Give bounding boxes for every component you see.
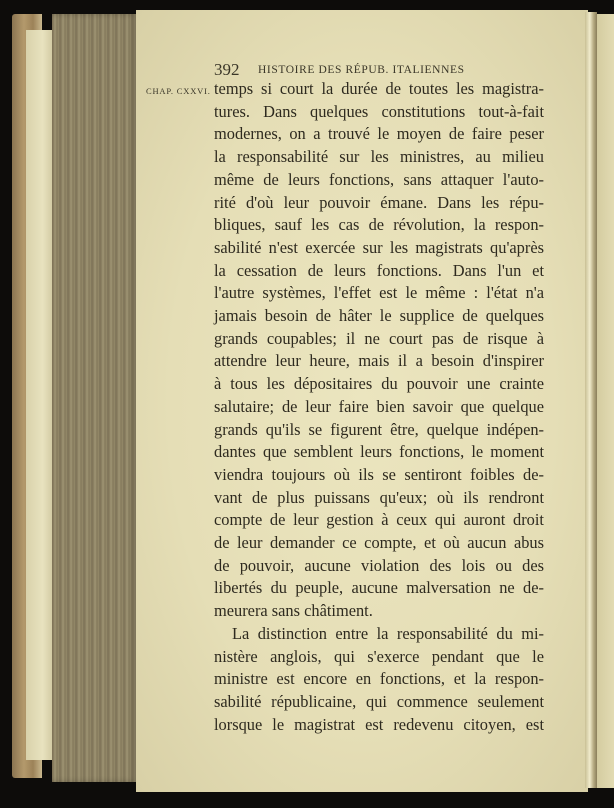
text-line: temps si court la durée de toutes les magistra- [214,79,544,98]
text-line: viendra toujours où ils se sentiront foibles de- [214,464,544,484]
text-line: dantes que semblent leurs fonctions, le moment [214,442,544,462]
running-title: HISTOIRE DES RÉPUB. ITALIENNES [258,64,465,76]
body-text [214,78,544,736]
page-stack-edges [52,14,138,782]
text-line: sabilité républicaine, qui commence seulement [214,691,544,711]
text-line: compte de leur gestion à ceux qui auront droit [214,510,544,530]
text-line: même de leurs fonctions, sans attaquer l'auto- [214,169,544,189]
chapter-margin-note: CHAP. CXXVI. [146,86,211,96]
facing-page-edge [597,14,614,788]
text-line: l'autre systèmes, l'effet est le même : l'état n'a [214,283,544,303]
text-line: sabilité n'est exercée sur les magistrats qu'après [214,237,544,257]
text-line: meurera sans châtiment. [214,601,373,621]
text-line: libertés du peuple, aucune malversation ne de- [214,578,544,598]
text-line: à tous les dépositaires du pouvoir une crainte [214,374,544,394]
text-line: la cessation de leurs fonctions. Dans l'un et [214,260,544,280]
text-line: tures. Dans quelques constitutions tout-à-fait [214,101,544,121]
text-line: rité d'où leur pouvoir émane. Dans les répu- [214,192,544,212]
text-line: lorsque le magistrat est redevenu citoyen, est [214,714,544,734]
text-line: de leur demander ce compte, et où aucun abus [214,533,544,553]
text-line: nistère anglois, qui s'exerce pendant que le [214,646,544,666]
text-line: de pouvoir, aucune violation des lois ou des [214,555,544,575]
text-line: salutaire; de leur faire bien savoir que quelque [214,396,544,416]
text-line: modernes, on a trouvé le moyen de faire peser [214,124,544,144]
text-line: grands qu'ils se figurent être, quelque indépen- [214,419,544,439]
endpaper [26,30,54,760]
text-line: La distinction entre la responsabilité du mi- [232,623,544,643]
page-number: 392 [214,60,240,79]
text-line: la responsabilité sur les ministres, au milieu [214,147,544,167]
text-line: bliques, sauf les cas de révolution, la respon- [214,215,544,235]
text-line: jamais besoin de hâter le supplice de quelques [214,306,544,326]
text-line: attendre leur heure, mais il a besoin d'inspirer [214,351,544,371]
text-line: grands coupables; il ne court pas de risque à [214,328,544,348]
book-gutter [585,12,597,788]
text-line: ministre est encore en fonctions, et la respon- [214,669,544,689]
text-line: vant de plus puissans qu'eux; où ils rendront [214,487,544,507]
